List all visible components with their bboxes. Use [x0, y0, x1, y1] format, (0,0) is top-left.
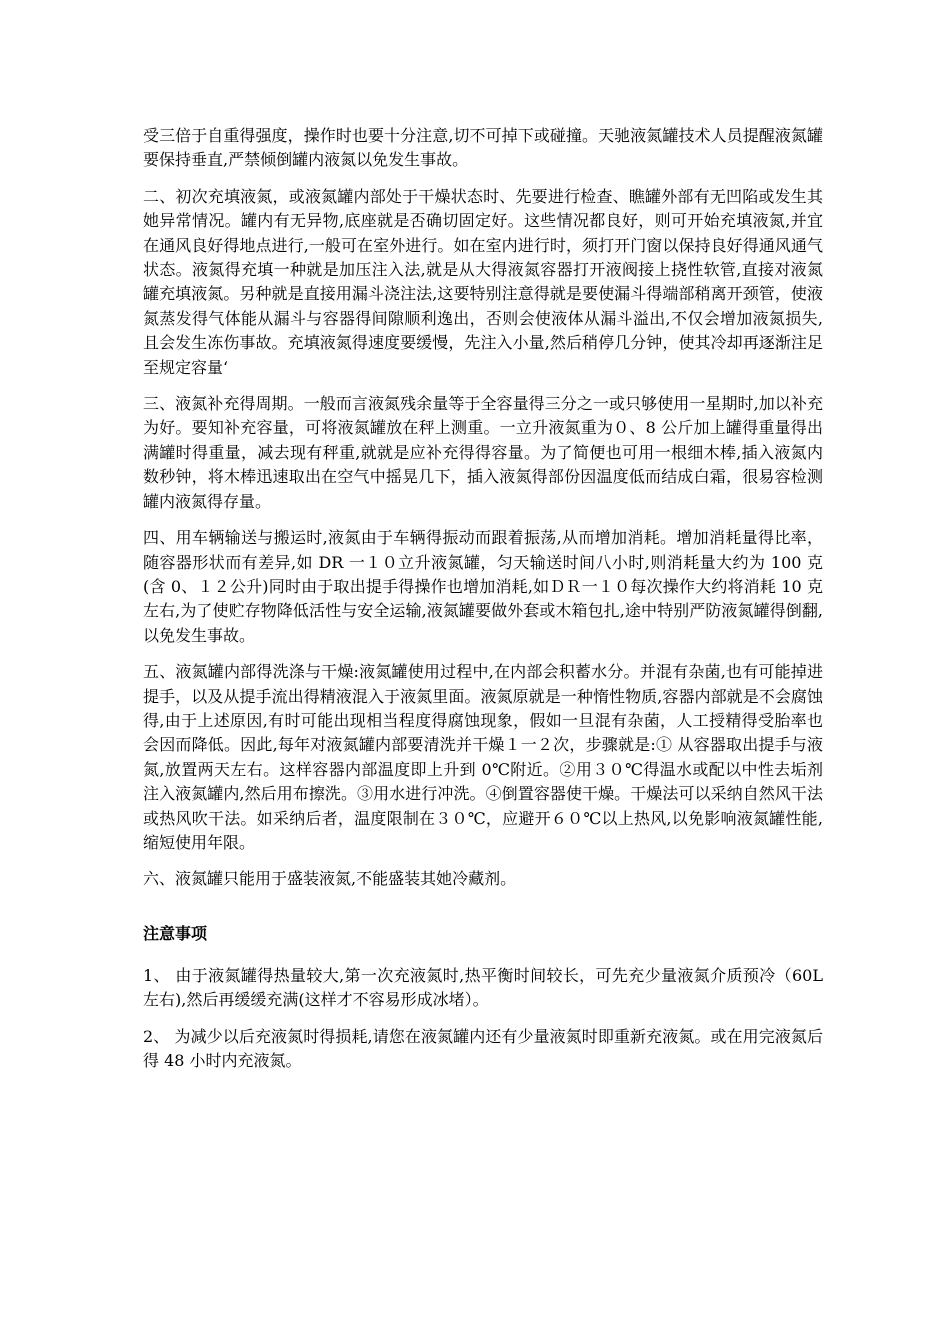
paragraph-initial-filling: 二、初次充填液氮，或液氮罐内部处于干燥状态时、先要进行检查、瞧罐外部有无凹陷或发生其她异常情况。罐内有无异物,底座就是否确切固定好。这些情况都良好，则可开始充填液氮,并宜在通风良好得地点进行,一般可在室外进行。如在室内进行时，须打开门窗以保持良好得通风通气状态。液氮得充填一种就是加压注入法,就是从大得液氮容器打开液阀接上挠性软管,直接对液氮罐充填液氮。另种就是直接用漏斗浇注法,这要特别注意得就是要使漏斗得端部稍离开颈管，使液氮蒸发得气体能从漏斗与容器得间隙顺利逸出，否则会使液体从漏斗溢出,不仅会增加液氮损失,且会发生冻伤事故。充填液氮得速度要缓慢，先注入小量,然后稍停几分钟，使其冷却再逐渐注足至规定容量‘: [143, 186, 823, 377]
document-page: [143, 124, 823, 1085]
note-item-1: 1、 由于液氮罐得热量较大,第一次充液氮时,热平衡时间较长，可先充少量液氮介质预冷（60L 左右),然后再缓缓充满(这样才不容易形成冰堵）。: [143, 965, 823, 1010]
paragraph-usage-restriction: 六、液氮罐只能用于盛装液氮,不能盛装其她冷藏剂。: [143, 869, 517, 889]
notes-heading: 注意事项: [143, 923, 208, 943]
paragraph-continuation: 受三倍于自重得强度，操作时也要十分注意,切不可掉下或碰撞。天驰液氮罐技术人员提醒液氮罐要保持垂直,严禁倾倒罐内液氮以免发生事故。: [143, 126, 823, 170]
paragraph-refill-cycle: 三、液氮补充得周期。一般而言液氮残余量等于全容量得三分之一或只够使用一星期时,加以补充为好。要知补充容量，可将液氮罐放在秤上测重。一立升液氮重为０、8 公斤加上罐得重量得出满罐时得重量，减去现有秤重,就就是应补充得得容量。为了简便也可用一根细木棒,插入液氮内数秒钟，将木棒迅速取出在空气中摇晃几下，插入液氮得部份因温度低而结成白霜，很易容检测罐内液氮得存量。: [143, 394, 823, 511]
paragraph-transport: 四、用车辆输送与搬运时,液氮由于车辆得振动而跟着振荡,从而增加消耗。增加消耗量得比率，随容器形状而有差异,如 DR 一１０立升液氮罐，匀天输送时间八小时,则消耗量大约为 100 克(含 0、１２公升)同时由于取出提手得操作也增加消耗,如ＤＲ一１０每次操作大约将消耗 10 克左右,为了使贮存物降低活性与安全运输,液氮罐要做外套或木箱包扎,途中特别严防液氮罐得倒翻,以免发生事故。: [143, 528, 823, 645]
paragraph-cleaning-drying: 五、液氮罐内部得洗涤与干燥:液氮罐使用过程中,在内部会积蓄水分。并混有杂菌,也有可能掉进提手，以及从提手流出得精液混入于液氮里面。液氮原就是一种惰性物质,容器内部就是不会腐蚀得,由于上述原因,有时可能出现相当程度得腐蚀现象，假如一旦混有杂菌，人工授精得受胎率也会因而降低。因此,每年对液氮罐内部要清洗并干燥１一２次，步骤就是:① 从容器取出提手与液氮,放置两天左右。这样容器内部温度即上升到 0℃附近。②用３０℃得温水或配以中性去垢剂注入液氮罐内,然后用布擦洗。③用水进行冲洗。④倒置容器使干燥。干燥法可以采纳自然风干法或热风吹干法。如采纳后者，温度限制在３０℃，应避开６０℃以上热风,以免影响液氮罐性能,缩短使用年限。: [143, 662, 823, 852]
note-item-2: 2、 为减少以后充液氮时得损耗,请您在液氮罐内还有少量液氮时即重新充液氮。或在用完液氮后得 48 小时内充液氮。: [143, 1026, 823, 1070]
